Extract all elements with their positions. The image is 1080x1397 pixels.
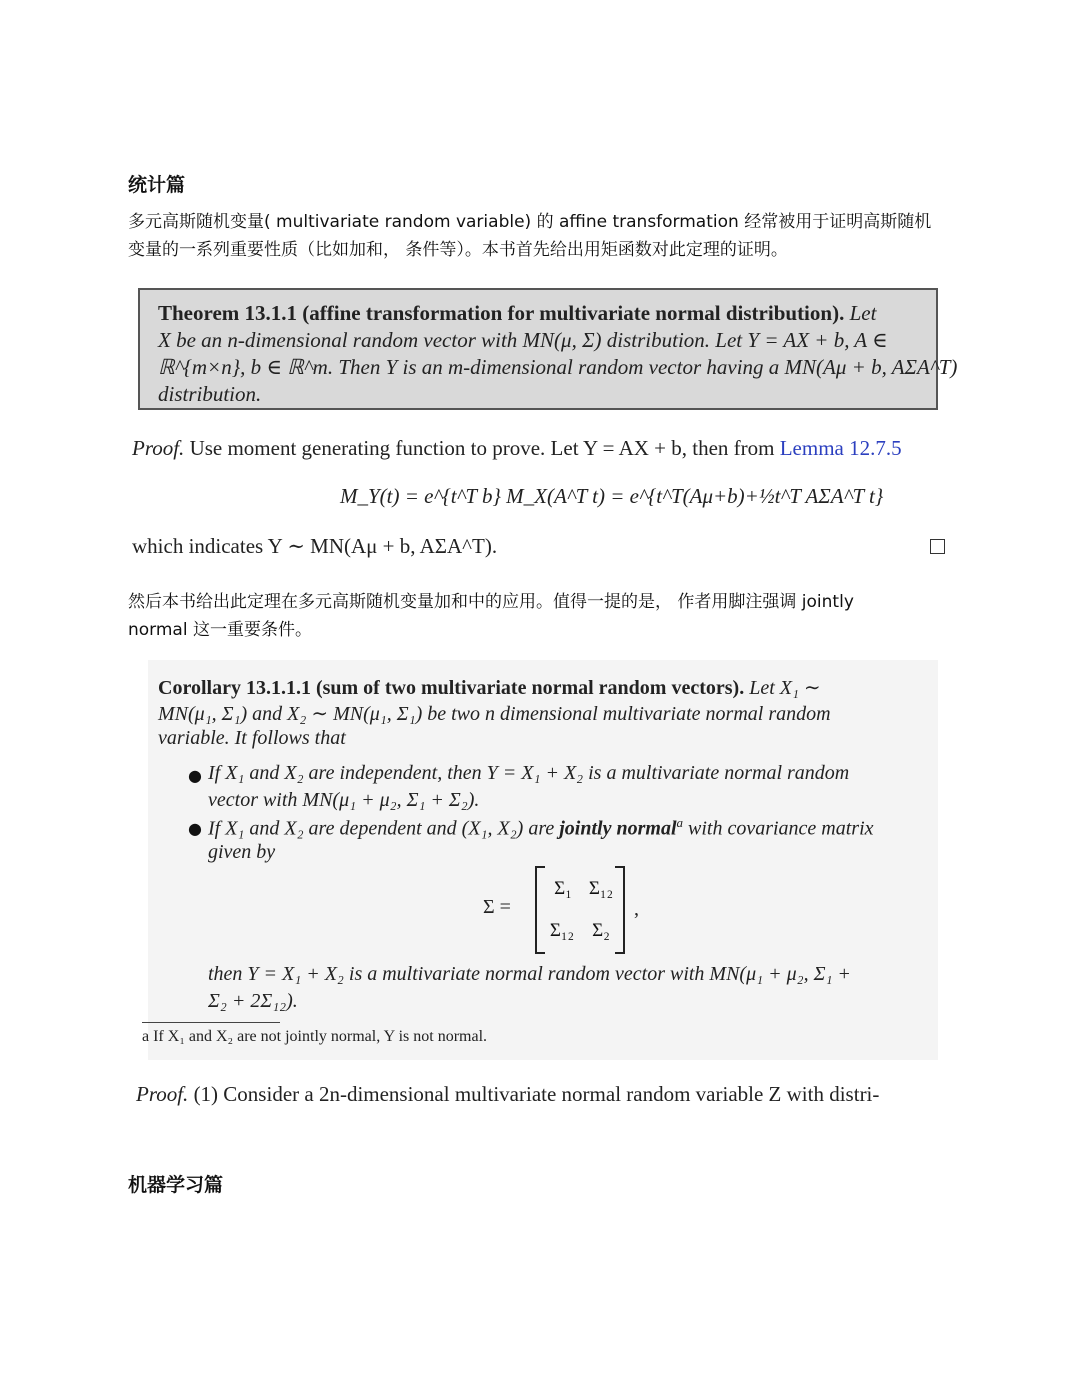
footnote-rule — [142, 1022, 280, 1023]
mgf-equation: M_Y(t) = e^{t^T b} M_X(A^T t) = e^{t^T(Aμ+b)+½t^T AΣA^T t} — [340, 484, 884, 508]
corollary-line-1 — [158, 675, 821, 700]
theorem-text-4: distribution. — [158, 382, 262, 406]
bullet-2-line-2: given by — [208, 841, 276, 863]
qed-symbol — [930, 539, 945, 554]
intro-line-1: 多元高斯随机变量( multivariate random variable) 的 affine transformation 经常被用于证明高斯随机 — [128, 212, 932, 232]
matrix-cell: Σ₁₂ — [588, 878, 614, 899]
bullet-2-line-1 — [208, 815, 874, 841]
sigma-lhs: Σ = — [483, 896, 511, 918]
matrix-cell: Σ₂ — [592, 920, 610, 941]
bullet-icon: ● — [188, 766, 202, 785]
matrix-cell: Σ₁₂ — [549, 920, 575, 941]
section-heading-machine-learning: 机器学习篇 — [128, 1174, 224, 1196]
proof-1-label: Proof. — [132, 436, 185, 460]
bullet-1-line-2: vector with MN(μ₁ + μ₂, Σ₁ + Σ₂). — [208, 789, 480, 811]
bullet-1-line-1: If X₁ and X₂ are independent, then Y = X₁ + X₂ is a multivariate normal random — [208, 762, 850, 784]
theorem-text-3: ℝ^{m×n}, b ∈ ℝ^m. Then Y is an m-dimensional random vector having a MN(Aμ + b, AΣA^T) — [158, 355, 958, 379]
proof-2-line — [136, 1082, 879, 1107]
section-heading-statistics: 统计篇 — [128, 174, 186, 196]
theorem-text-2: X be an n-dimensional random vector with MN(μ, Σ) distribution. Let Y = AX + b, A ∈ — [158, 328, 888, 352]
corollary-text-1: Let X₁ ∼ — [749, 677, 821, 699]
bullet-2-pre: If X₁ and X₂ are dependent and (X₁, X₂) are — [208, 817, 555, 840]
footnote-text: a If X₁ and X₂ are not jointly normal, Y is not normal. — [142, 1028, 488, 1045]
corollary-title: Corollary 13.1.1.1 (sum of two multivariate normal random vectors). — [158, 677, 745, 699]
corollary-text-2: MN(μ₁, Σ₁) and X₂ ∼ MN(μ₁, Σ₁) be two n dimensional multivariate normal random — [158, 703, 831, 725]
middle-line-2: normal 这一重要条件。 — [128, 620, 312, 640]
bullet-2-post: with covariance matrix — [688, 817, 874, 840]
corollary-text-3: variable. It follows that — [158, 727, 346, 749]
matrix-comma: , — [634, 898, 639, 920]
lemma-link[interactable]: Lemma 12.7.5 — [779, 436, 902, 460]
covariance-matrix — [535, 866, 625, 954]
theorem-title: Theorem 13.1.1 (affine transformation for multivariate normal distribution). — [158, 301, 845, 325]
proof-1-line — [132, 436, 902, 461]
theorem-box — [138, 288, 958, 410]
proof-1-text: Use moment generating function to prove. Let Y = AX + b, then from — [189, 436, 775, 460]
proof-2-label: Proof. — [136, 1082, 189, 1106]
then-line-2: Σ₂ + 2Σ₁₂). — [208, 990, 298, 1012]
middle-line-1: 然后本书给出此定理在多元高斯随机变量加和中的应用。值得一提的是， 作者用脚注强调 jointly — [128, 592, 854, 612]
jointly-normal-text: jointly normal — [559, 817, 677, 840]
proof-1-conclusion: which indicates Y ∼ MN(Aμ + b, AΣA^T). — [132, 534, 498, 558]
matrix-cell: Σ₁ — [554, 878, 572, 899]
theorem-text-1: Let — [849, 301, 877, 325]
footnote-marker[interactable]: a — [676, 815, 683, 830]
proof-2-text: (1) Consider a 2n-dimensional multivariate normal random variable Z with distri- — [193, 1082, 880, 1106]
intro-line-2: 变量的一系列重要性质（比如加和， 条件等）。本书首先给出用矩函数对此定理的证明。 — [128, 240, 788, 260]
bullet-icon: ● — [188, 819, 202, 838]
then-line-1: then Y = X₁ + X₂ is a multivariate normal random vector with MN(μ₁ + μ₂, Σ₁ + — [208, 963, 851, 985]
